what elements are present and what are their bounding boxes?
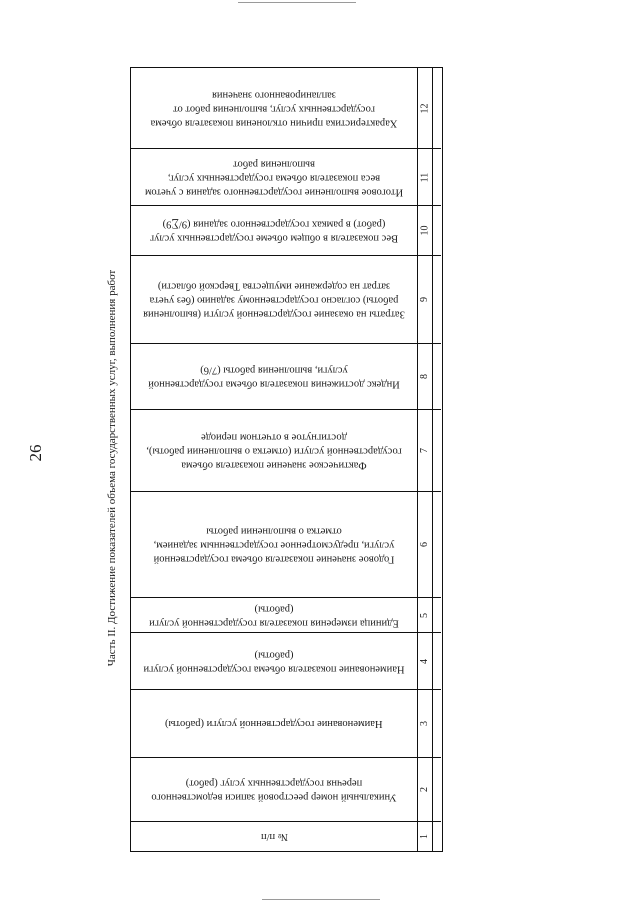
column-header: Годовое значение показателя объема государственной услуги, предусмотренное государственным заданием, отметка о выполнении работы [153,525,395,565]
scan-edge-mark [262,899,380,900]
column-header: Вес показателя в общем объеме государственных услуг (работ) в рамках государственного задания (9/∑9) [149,218,399,244]
column-number: 6 [419,542,430,547]
column-number: 1 [419,833,430,839]
table-column-5 [131,598,441,633]
column-header: Единица измерения показателя государственной услуги (работы) [149,603,399,629]
column-header: Итоговое выполнение государственного задания с учетом веса показателя объема государственных услуг, выполнения работ [144,157,404,198]
column-number: 5 [419,612,430,618]
table-column-10 [131,206,441,256]
table-column-3 [131,690,441,758]
table-column-7 [131,410,441,492]
column-number: 8 [419,374,430,379]
column-header: № п/п [260,831,288,843]
column-number: 2 [419,787,430,792]
column-number: 10 [419,225,430,236]
table-column-8 [131,344,441,410]
page-number: 26 [26,444,45,462]
table-column-12 [131,68,441,149]
column-number: 3 [419,721,430,726]
column-header: Наименование показателя объема государственной услуги (работы) [143,649,405,675]
table-column-4 [131,633,441,690]
column-header: Уникальный номер реестровой записи ведомственного перечня государственных услуг (работ) [151,777,397,803]
column-header: Фактическое значение показателя объема государственной услуги (отметка о выполнении работы), достигнутое в отчетном периоде [146,431,402,471]
section-caption: Часть II. Достижение показателей объема государственных услуг, выполнения работ [106,269,118,667]
column-header: Индекс достижения показателя объема государственной услуги, выполнения работы (7/6) [148,364,400,390]
table-column-9 [131,256,441,344]
table-column-2 [131,758,441,822]
table-column-11 [131,149,441,206]
column-header: Характеристика причин отклонения показателя объема государственных услуг, выполнения работ от запланированного значения [150,88,398,129]
column-number: 9 [419,297,430,302]
indicators-table [130,67,443,852]
column-header: Затраты на оказание государственной услуги (выполнения работы) согласно государственному заданию (без учета затрат на содержание имущества Тверской области) [143,280,405,320]
table-column-1 [131,822,441,850]
column-number: 11 [418,172,430,182]
column-number: 12 [419,103,430,113]
column-number: 7 [419,448,430,453]
scan-edge-mark [238,2,356,3]
column-number: 4 [419,658,430,664]
column-header: Наименование государственной услуги (работы) [165,718,383,730]
table-column-6 [131,492,441,598]
